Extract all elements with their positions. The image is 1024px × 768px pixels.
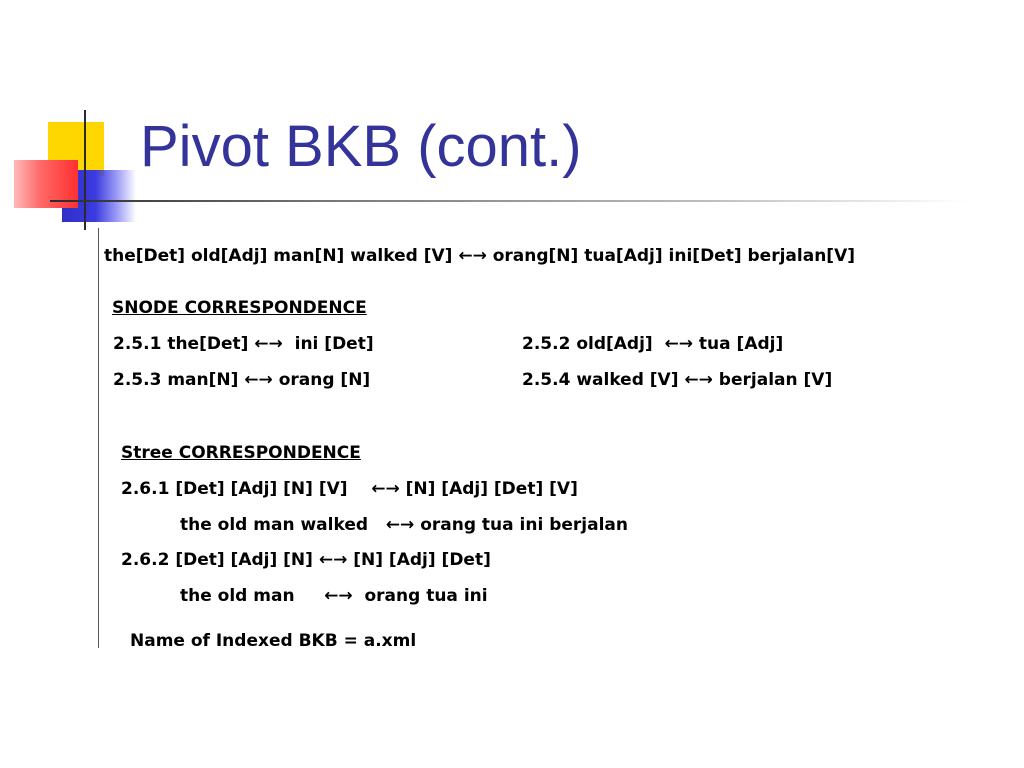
example-sentence: the[Det] old[Adj] man[N] walked [V] ←→ orang[N] tua[Adj] ini[Det] berjalan[V]: [104, 246, 855, 266]
stree-item-2-6-2: 2.6.2 [Det] [Adj] [N] ←→ [N] [Adj] [Det]: [121, 550, 491, 570]
logo-vertical-line: [84, 110, 86, 230]
stree-item-2-6-2-example: the old man ←→ orang tua ini: [180, 586, 488, 606]
title-underline-rule: [50, 200, 970, 202]
stree-heading: Stree CORRESPONDENCE: [121, 443, 361, 463]
stree-item-2-6-1-example: the old man walked ←→ orang tua ini berjalan: [180, 515, 628, 535]
slide-title: Pivot BKB (cont.): [140, 114, 582, 179]
snode-item-2-5-3: 2.5.3 man[N] ←→ orang [N]: [113, 370, 371, 390]
snode-heading: SNODE CORRESPONDENCE: [112, 298, 367, 318]
margin-vertical-line: [98, 228, 99, 648]
snode-item-2-5-4: 2.5.4 walked [V] ←→ berjalan [V]: [522, 370, 833, 390]
snode-item-2-5-1: 2.5.1 the[Det] ←→ ini [Det]: [113, 334, 374, 354]
indexed-bkb-name: Name of Indexed BKB = a.xml: [130, 631, 417, 651]
snode-item-2-5-2: 2.5.2 old[Adj] ←→ tua [Adj]: [522, 334, 784, 354]
stree-item-2-6-1: 2.6.1 [Det] [Adj] [N] [V] ←→ [N] [Adj] [Det] [V]: [121, 479, 578, 499]
